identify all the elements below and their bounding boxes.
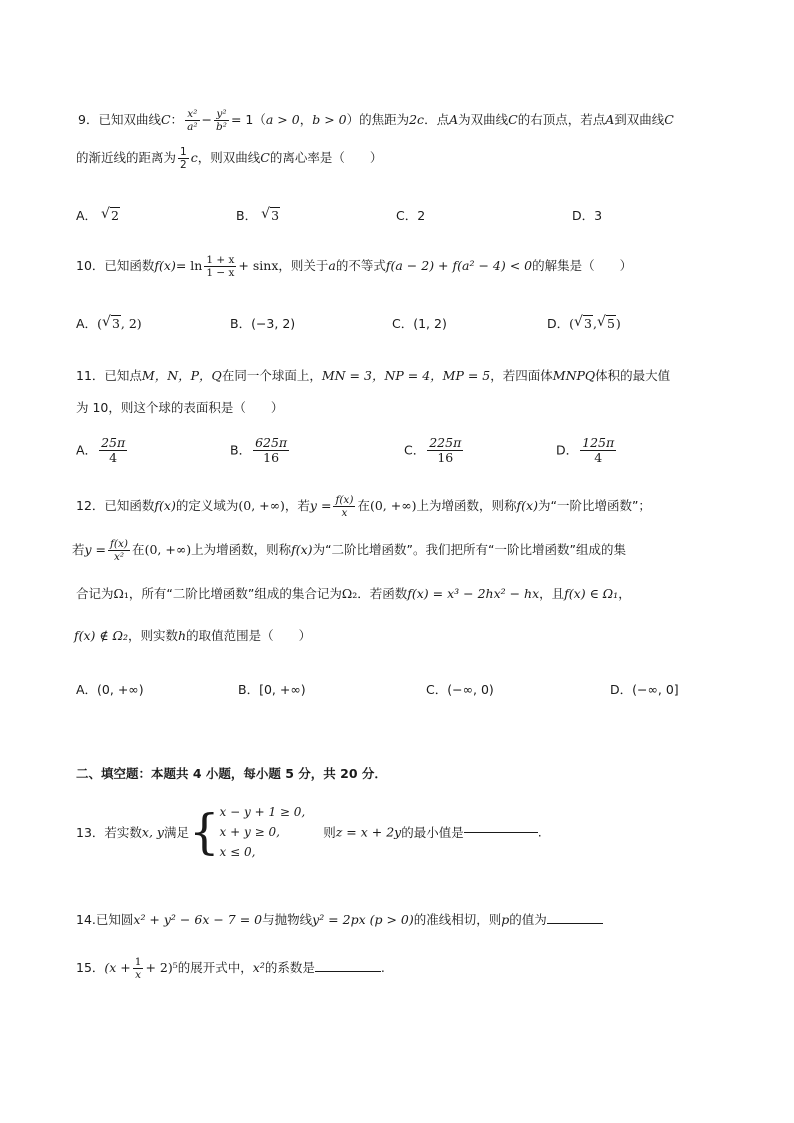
q11-option-c: C． $\frac{225\pi}{16}$: [404, 435, 462, 466]
q10-option-d: D．(√ 3,√ 5): [547, 314, 621, 332]
q12-option-c: C．(−∞, 0): [426, 682, 494, 697]
left-brace: {: [188, 804, 220, 860]
q9-option-a: A． √ 2: [76, 206, 120, 224]
q12-option-b: B．[0, +∞): [238, 682, 306, 697]
constraint-system: x − y + 1 ≥ 0, x + y ≥ 0, x ≤ 0,: [219, 805, 306, 859]
fraction: $\frac{f(x)}{x}$: [335, 494, 354, 520]
question-14: 14.已知圆x² + y² − 6x − 7 = 0与抛物线y² = 2px (p > 0)的准线相切，则p的值为: [76, 910, 603, 928]
question-12-line-2: 若y = $\frac{f(x)}{\text{x²}}$ 在(0, +∞)上为增函数，则称f(x)为“二阶比增函数”。我们把所有“一阶比增函数”组成的集: [72, 538, 626, 564]
q11-option-d: D． $\frac{125\pi}{4}$: [556, 435, 615, 466]
fraction: $\frac{1 + x}{1 - x}$: [206, 254, 235, 280]
answer-blank[interactable]: [315, 971, 381, 972]
question-9-line-1: 9．已知双曲线C： $\frac{\text{x²}}{\text{a²}}$ − $\frac{\text{y²}}{\text{b²}}$ = 1（a > 0，b > 0）的焦距为2c．点A为双曲线C的右顶点，若点A到双曲线C: [78, 108, 674, 134]
fraction: $\frac{f(x)}{\text{x²}}$: [110, 538, 129, 564]
question-15: 15．(x + $\frac{1}{x}$ + 2)⁵的展开式中，x²的系数是 .: [76, 956, 385, 982]
q9-option-b: B． √ 3: [236, 206, 280, 224]
fraction: $\frac{225\pi}{16}$: [429, 435, 462, 466]
question-12-line-1: 12．已知函数f(x)的定义域为(0, +∞)，若y = $\frac{f(x)}{x}$ 在(0, +∞)上为增函数，则称f(x)为“一阶比增函数”；: [76, 494, 651, 520]
question-13: 13．若实数x, y满足{ x − y + 1 ≥ 0, x + y ≥ 0, x ≤ 0, 则z = x + 2y的最小值是 .: [76, 804, 542, 860]
q12-option-a: A．(0, +∞): [76, 682, 144, 697]
answer-blank[interactable]: [464, 832, 538, 833]
sqrt: √ 3: [102, 316, 121, 331]
question-11-line-1: 11．已知点M，N，P，Q在同一个球面上，MN = 3，NP = 4，MP = 5，若四面体MNPQ体积的最大值: [76, 368, 671, 383]
answer-blank[interactable]: [547, 923, 603, 924]
fraction: $\frac{\text{y²}}{\text{b²}}$: [216, 108, 227, 134]
question-12-line-4: f(x) ∉ Ω₂，则实数h的取值范围是（ ）: [74, 628, 312, 643]
question-12-line-3: 合记为Ω₁，所有“二阶比增函数”组成的集合记为Ω₂．若函数f(x) = x³ − 2hx² − hx，且f(x) ∈ Ω₁，: [76, 586, 631, 601]
q12-option-d: D．(−∞, 0]: [610, 682, 679, 697]
fraction: $\frac{625\pi}{16}$: [255, 435, 288, 466]
q9-option-c: C．2: [396, 208, 426, 223]
fraction: $\frac{1}{2}$: [180, 146, 187, 172]
fraction: $\frac{25\pi}{4}$: [101, 435, 126, 466]
sqrt: √ 3: [574, 316, 593, 331]
sqrt: √ 3: [261, 208, 280, 223]
question-11-line-2: 为 10，则这个球的表面积是（ ）: [76, 400, 284, 415]
q10-option-b: B．(−3, 2): [230, 316, 296, 331]
fraction: $\frac{1}{x}$: [134, 956, 142, 982]
q11-option-b: B． $\frac{625\pi}{16}$: [230, 435, 288, 466]
sqrt: √ 5: [597, 316, 616, 331]
fraction: $\frac{\text{x²}}{\text{a²}}$: [187, 108, 198, 134]
question-10-line-1: 10．已知函数f(x)= ln $\frac{1 + x}{1 - x}$ + sinx，则关于a的不等式f(a − 2) + f(a² − 4) < 0的解集是（ ）: [76, 254, 633, 280]
section-heading: 二、填空题：本题共 4 小题，每小题 5 分，共 20 分．: [76, 766, 387, 781]
q11-option-a: A． $\frac{25\pi}{4}$: [76, 435, 126, 466]
question-9-line-2: 的渐近线的距离为 $\frac{1}{2}$ c，则双曲线C的离心率是（ ）: [76, 146, 383, 172]
q10-option-c: C．(1, 2): [392, 316, 447, 331]
fraction: $\frac{125\pi}{4}$: [582, 435, 615, 466]
q10-option-a: A．(√ 3, 2): [76, 314, 142, 332]
q9-option-d: D．3: [572, 208, 603, 223]
sqrt: √ 2: [101, 208, 120, 223]
